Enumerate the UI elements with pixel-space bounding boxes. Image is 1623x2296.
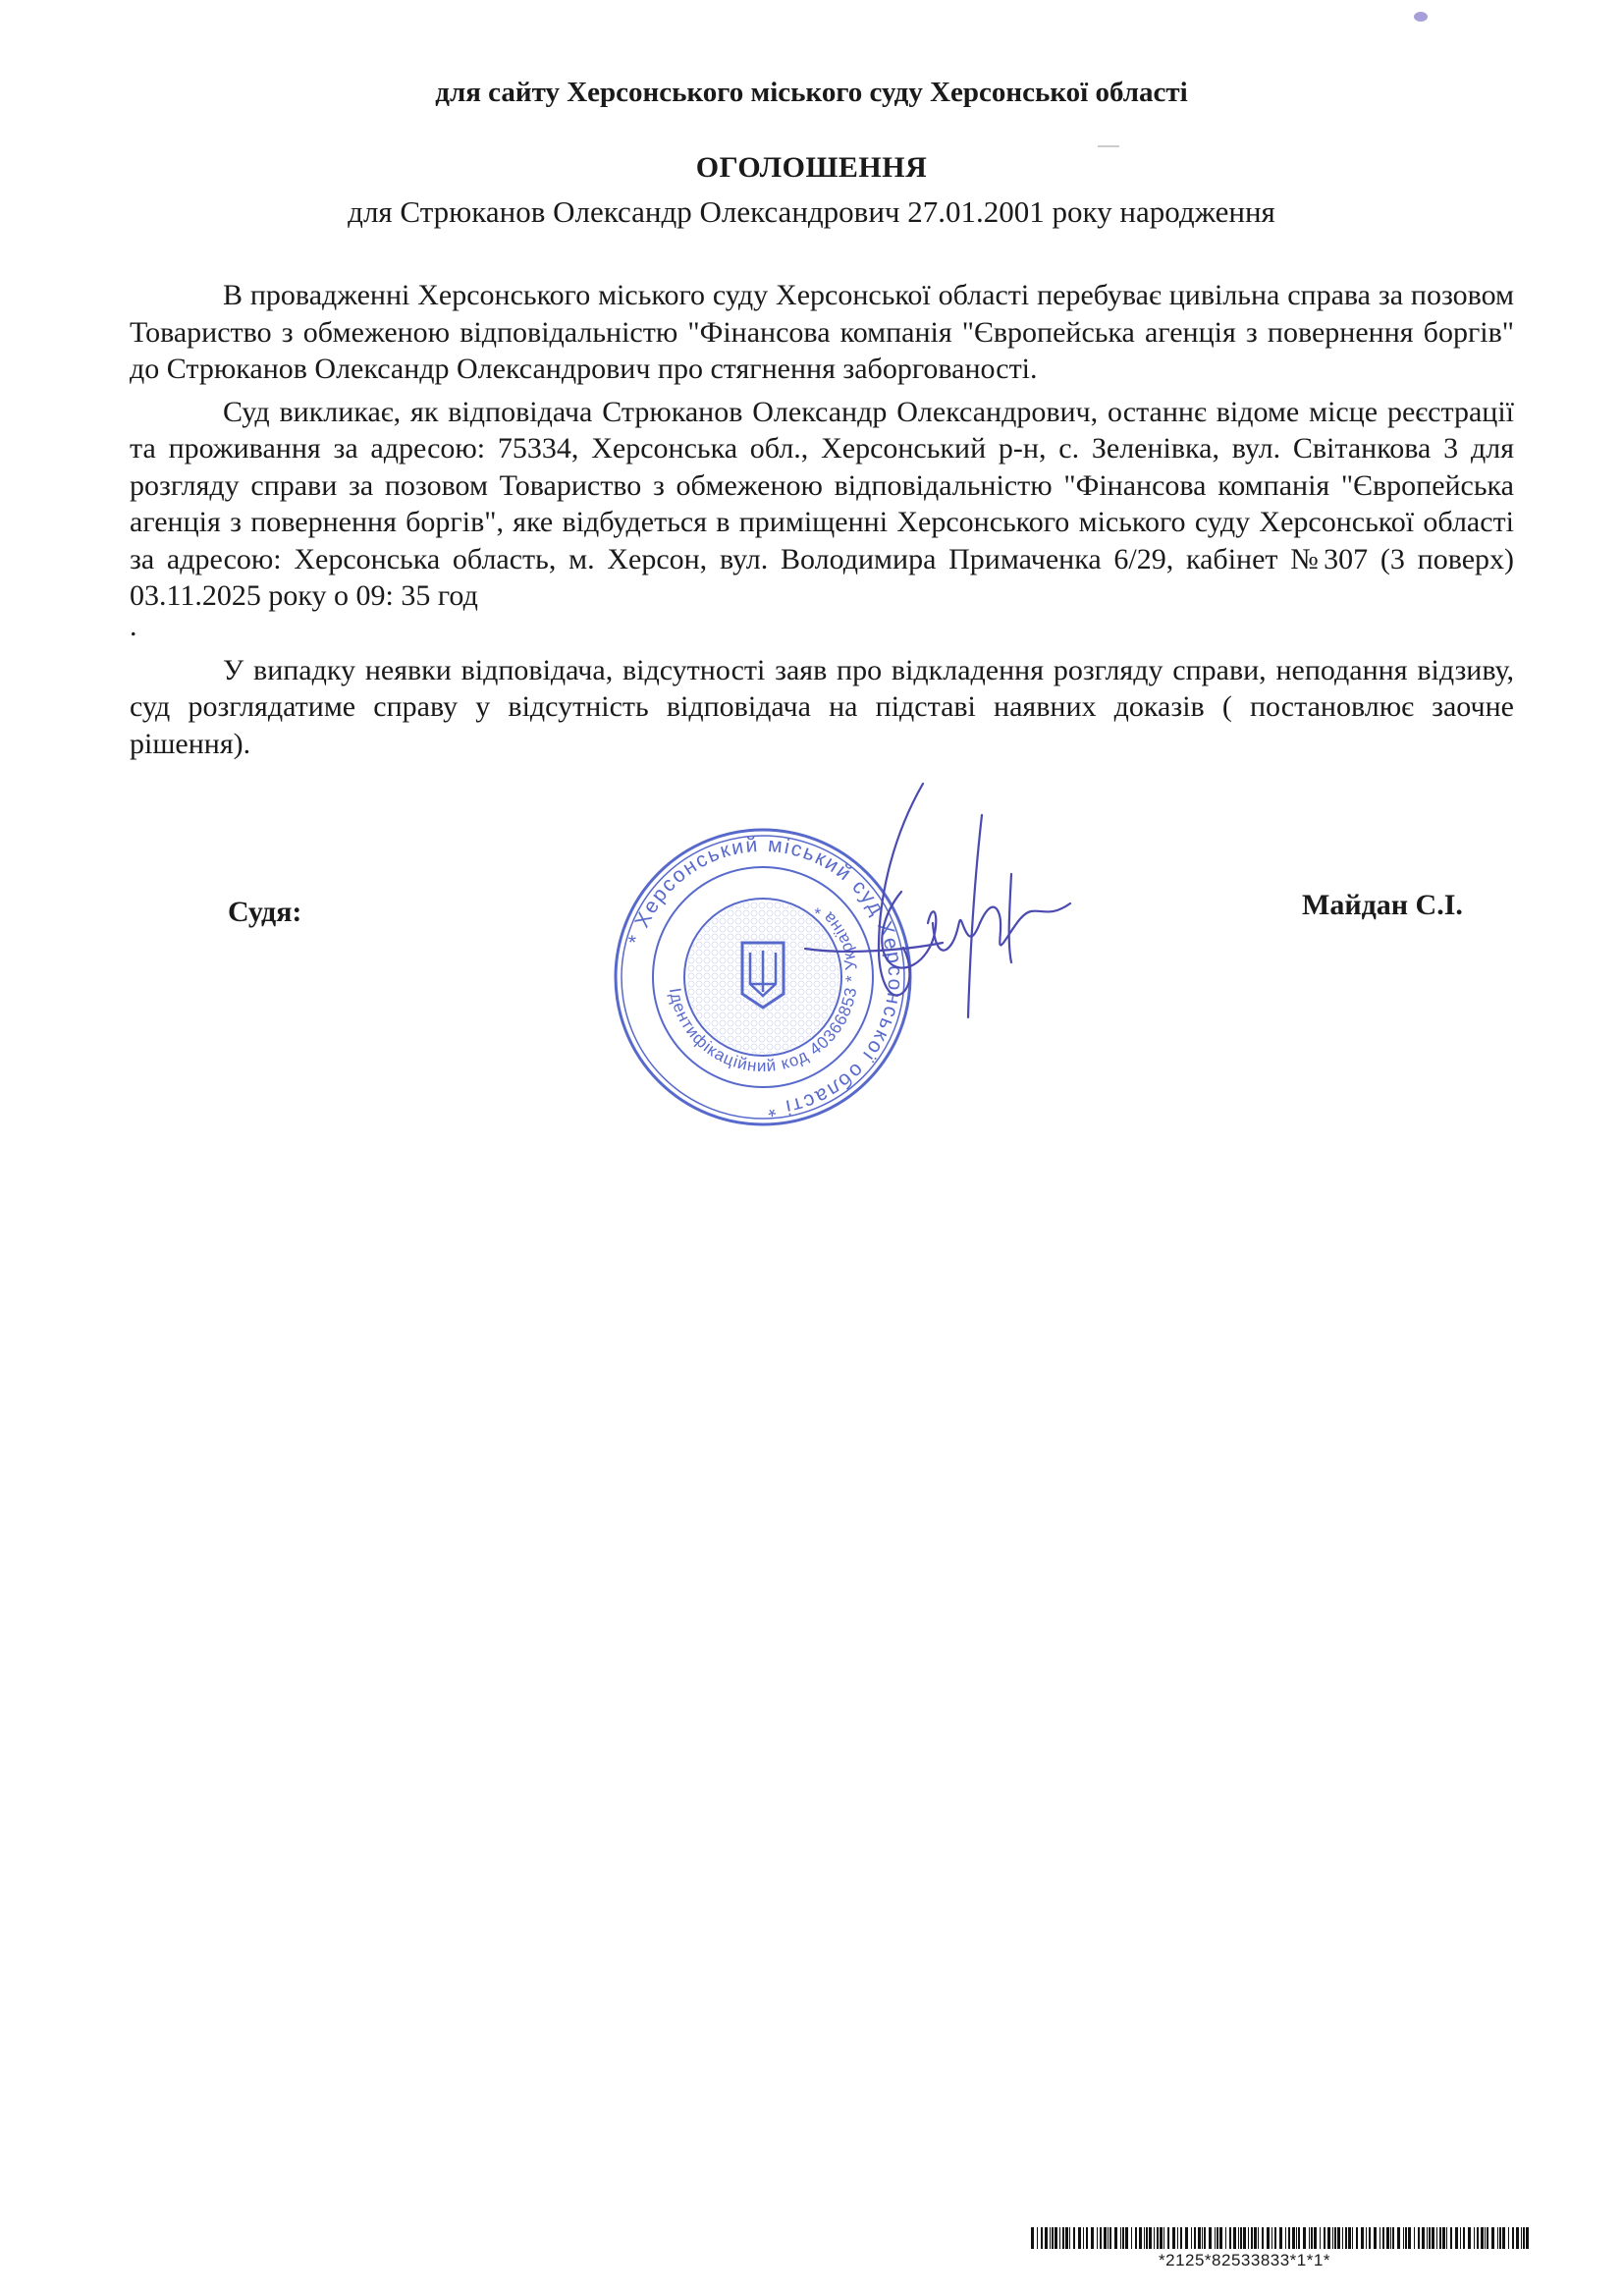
barcode-bar	[1403, 2227, 1404, 2249]
barcode-bar	[1296, 2227, 1297, 2249]
document-header: для сайту Херсонського міського суду Херсонської області	[435, 77, 1188, 108]
barcode-bar	[1345, 2227, 1347, 2249]
barcode-bar	[1427, 2227, 1428, 2249]
document-body	[130, 277, 1514, 762]
barcode-bar	[1185, 2227, 1188, 2249]
barcode-bar	[1052, 2227, 1054, 2249]
paragraph-summons: Суд викликає, як відповідача Стрюканов Олександр Олександрович, останнє відоме місце реєстрації та проживання за адресою: 75334, Херсонська обл., Херсонський р-н, с. Зеленівка, вул. Світанкова 3 для розгляду справи за позовом Товариство з обмеженою відповідальністю "Фінансова компанія "Європейська агенція з повернення боргів", яке відбудеться в приміщенні Херсонського міського суду Херсонської області за адресою: Херсонська область, м. Херсон, вул. Володимира Примаченка 6/29, кабінет №307 (3 поверх) 03.11.2025 року о 09: 35 год	[130, 395, 1514, 612]
barcode-bar	[1386, 2227, 1389, 2249]
barcode-bar	[1059, 2227, 1060, 2249]
barcode-bar	[1131, 2227, 1132, 2249]
barcode-bar	[1114, 2227, 1117, 2249]
barcode-bar	[1485, 2227, 1486, 2249]
barcode-bar	[1172, 2227, 1175, 2249]
document-subtitle: для Стрюканов Олександр Олександрович 27.01.2001 року народження	[348, 194, 1275, 229]
barcode-bar	[1303, 2227, 1306, 2249]
barcode-bar	[1191, 2227, 1192, 2249]
barcode-bar	[1285, 2227, 1286, 2249]
barcode-bar	[1429, 2227, 1431, 2249]
barcode-bar	[1502, 2227, 1505, 2249]
handwritten-signature	[785, 776, 1139, 1031]
barcode-bar	[1356, 2227, 1358, 2249]
barcode-bar	[1392, 2227, 1394, 2249]
barcode-bar	[1279, 2227, 1282, 2249]
svg-text:* Херсонський міський суд Херс: * Херсонський міський суд Херсонської області *	[623, 833, 907, 1121]
barcode-bar	[1463, 2227, 1465, 2249]
barcode-bar	[1233, 2227, 1236, 2249]
barcode-bar	[1073, 2227, 1075, 2249]
barcode-bar	[1324, 2227, 1325, 2249]
barcode-bar	[1135, 2227, 1137, 2249]
barcode-bar	[1491, 2227, 1494, 2249]
barcode-bar	[1487, 2227, 1488, 2249]
barcode-bar	[1219, 2227, 1222, 2249]
barcode-bar	[1320, 2227, 1321, 2249]
barcode-bar	[1050, 2227, 1051, 2249]
barcode-bar	[1512, 2227, 1514, 2249]
barcode-bar	[1361, 2227, 1364, 2249]
barcode-bar	[1309, 2227, 1310, 2249]
barcode-bar	[1031, 2227, 1034, 2249]
paragraph-proceeding: В провадженні Херсонського міського суду Херсонської області перебуває цивільна справа за позовом Товариство з обмеженою відповідальністю "Фінансова компанія "Європейська агенція з повернення боргів" до Стрюканов Олександр Олександрович про стягнення заборгованості.	[130, 279, 1514, 385]
paragraph-default-judgment: У випадку неявки відповідача, відсутності заяв про відкладення розгляду справи, неподання відзиву, суд розглядатиме справу у відсутність відповідача на підставі наявних доказів ( постановлює заочне рішення).	[130, 653, 1514, 760]
barcode-bar	[1526, 2227, 1529, 2249]
barcode-bar	[1298, 2227, 1300, 2249]
barcode-bar	[1481, 2227, 1484, 2249]
barcode-number: *2125*82533833*1*1*	[1159, 2251, 1330, 2269]
barcode-bar	[1352, 2227, 1353, 2249]
barcode-bar	[1374, 2227, 1377, 2249]
barcode-bar	[1382, 2227, 1384, 2249]
barcode-bar	[1460, 2227, 1461, 2249]
barcode-bar	[1288, 2227, 1290, 2249]
barcode-bar	[1397, 2227, 1400, 2249]
barcode-bar	[1069, 2227, 1070, 2249]
barcode-bar	[1248, 2227, 1249, 2249]
barcode-bar	[1477, 2227, 1479, 2249]
barcode-bar	[1100, 2227, 1102, 2249]
svg-text:Ідентифікаційний код 40366853: Ідентифікаційний код 40366853 * Україна *	[665, 899, 862, 1076]
barcode-bar	[1497, 2227, 1498, 2249]
barcode-bar	[1240, 2227, 1242, 2249]
barcode-bar	[1065, 2227, 1068, 2249]
barcode-bar	[1334, 2227, 1336, 2249]
scan-speck	[1414, 12, 1428, 22]
barcode-bar	[1390, 2227, 1391, 2249]
barcode-bar	[1198, 2227, 1201, 2249]
barcode-bar	[1041, 2227, 1043, 2249]
barcode-bar	[1314, 2227, 1317, 2249]
barcode-bar	[1405, 2227, 1407, 2249]
barcode-bar	[1091, 2227, 1094, 2249]
barcode-bar	[1229, 2227, 1231, 2249]
barcode-bar	[1523, 2227, 1525, 2249]
barcode-bar	[1366, 2227, 1367, 2249]
barcode-bar	[1055, 2227, 1057, 2249]
barcode-bar	[1204, 2227, 1206, 2249]
barcode-bar	[1144, 2227, 1145, 2249]
barcode-bar	[1125, 2227, 1128, 2249]
scan-speck	[1098, 145, 1119, 147]
barcode-bar	[1446, 2227, 1447, 2249]
barcode-bar	[1062, 2227, 1064, 2249]
barcode-bar	[1414, 2227, 1415, 2249]
barcode-bar	[1267, 2227, 1270, 2249]
barcode-bar	[1149, 2227, 1152, 2249]
barcode-bar	[1327, 2227, 1330, 2249]
barcode-bar	[1202, 2227, 1203, 2249]
barcode-bar	[1163, 2227, 1164, 2249]
trailing-dot: .	[130, 609, 137, 642]
barcode-bar	[1311, 2227, 1313, 2249]
barcode-bar	[1194, 2227, 1196, 2249]
barcode-bar	[1238, 2227, 1239, 2249]
barcode-bar	[1262, 2227, 1264, 2249]
barcode-bar	[1258, 2227, 1259, 2249]
barcode-bar	[1455, 2227, 1458, 2249]
barcode-bar	[1422, 2227, 1425, 2249]
barcode-bar	[1337, 2227, 1340, 2249]
barcode-bar	[1251, 2227, 1253, 2249]
signature-label: Судя:	[228, 896, 302, 928]
barcode-bar	[1450, 2227, 1452, 2249]
barcode-bar	[1508, 2227, 1509, 2249]
barcode-bar	[1499, 2227, 1501, 2249]
barcode-bar	[1408, 2227, 1411, 2249]
barcode-bar	[1215, 2227, 1216, 2249]
barcode-bar	[1108, 2227, 1109, 2249]
barcode-bar	[1180, 2227, 1182, 2249]
barcode-bar	[1332, 2227, 1333, 2249]
barcode-bar	[1157, 2227, 1159, 2249]
barcode-bar	[1086, 2227, 1088, 2249]
barcode-bar	[1348, 2227, 1351, 2249]
barcode-bar	[1369, 2227, 1371, 2249]
barcode-bar	[1037, 2227, 1038, 2249]
barcode-bar	[1109, 2227, 1111, 2249]
barcode-bar	[1083, 2227, 1084, 2249]
barcode-bar	[1177, 2227, 1178, 2249]
barcode-bar	[1160, 2227, 1163, 2249]
barcode-bar	[1292, 2227, 1295, 2249]
barcode-bar	[1209, 2227, 1212, 2249]
barcode-bar	[1122, 2227, 1124, 2249]
barcode-bar	[1439, 2227, 1441, 2249]
barcode-bar	[1271, 2227, 1272, 2249]
barcode-bar	[1154, 2227, 1155, 2249]
barcode-bar	[1139, 2227, 1142, 2249]
barcode-bar	[1468, 2227, 1471, 2249]
barcode-bar	[1104, 2227, 1107, 2249]
barcode-bar	[1442, 2227, 1445, 2249]
barcode-bar	[1217, 2227, 1218, 2249]
barcode-bar	[1120, 2227, 1121, 2249]
barcode-bar	[1243, 2227, 1246, 2249]
barcode	[1031, 2227, 1532, 2249]
barcode-bar	[1225, 2227, 1226, 2249]
barcode-bar	[1521, 2227, 1522, 2249]
barcode-bar	[1432, 2227, 1434, 2249]
barcode-bar	[1342, 2227, 1343, 2249]
barcode-bar	[1045, 2227, 1048, 2249]
barcode-bar	[1436, 2227, 1437, 2249]
barcode-bar	[1078, 2227, 1081, 2249]
barcode-bar	[1274, 2227, 1276, 2249]
barcode-bar	[1418, 2227, 1420, 2249]
barcode-bar	[1097, 2227, 1098, 2249]
barcode-bar	[1474, 2227, 1475, 2249]
barcode-bar	[1146, 2227, 1148, 2249]
barcode-bar	[1516, 2227, 1519, 2249]
barcode-bar	[1167, 2227, 1169, 2249]
document-title: ОГОЛОШЕННЯ	[695, 151, 928, 184]
barcode-bar	[1254, 2227, 1257, 2249]
signer-name: Майдан С.І.	[1302, 889, 1463, 921]
